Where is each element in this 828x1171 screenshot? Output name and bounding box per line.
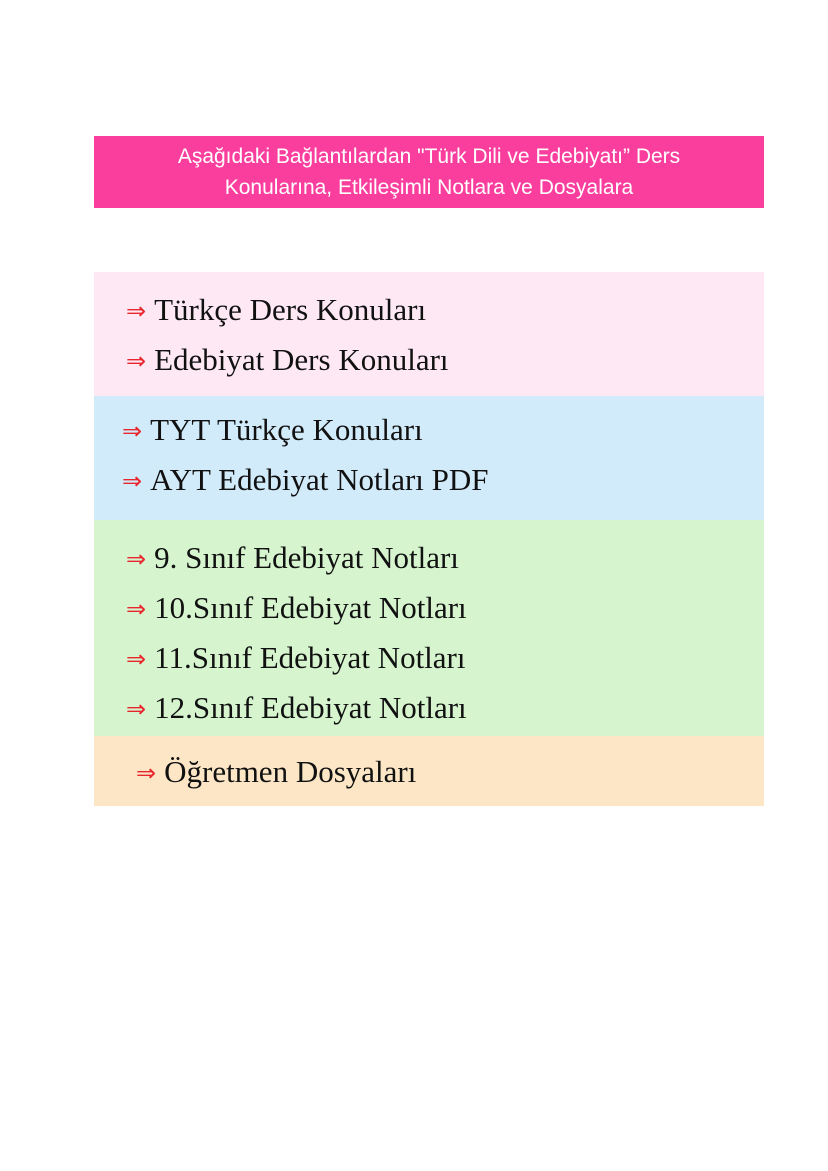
link-grade-12-notes[interactable] xyxy=(126,690,467,726)
link-grade-11-notes[interactable] xyxy=(126,640,466,676)
header-text xyxy=(178,141,680,203)
double-right-arrow-icon: ⇒ xyxy=(126,297,147,325)
link-label: AYT Edebiyat Notları PDF xyxy=(150,462,489,497)
link-label: 11.Sınıf Edebiyat Notları xyxy=(154,640,466,675)
double-right-arrow-icon: ⇒ xyxy=(126,545,147,573)
link-tyt-turkish[interactable] xyxy=(122,412,423,448)
link-label: Türkçe Ders Konuları xyxy=(154,292,427,327)
link-turkish-topics[interactable] xyxy=(126,292,426,328)
link-grade-10-notes[interactable] xyxy=(126,590,467,626)
double-right-arrow-icon: ⇒ xyxy=(126,595,147,623)
link-literature-topics[interactable] xyxy=(126,342,449,378)
link-label: 9. Sınıf Edebiyat Notları xyxy=(154,540,459,575)
double-right-arrow-icon: ⇒ xyxy=(126,695,147,723)
link-label: TYT Türkçe Konuları xyxy=(150,412,423,447)
double-right-arrow-icon: ⇒ xyxy=(126,347,147,375)
header-line-2: Konularına, Etkileşimli Notlara ve Dosyalara xyxy=(224,176,634,199)
section-grade-notes xyxy=(94,520,764,736)
double-right-arrow-icon: ⇒ xyxy=(122,467,143,495)
section-teacher-files xyxy=(94,736,764,806)
link-label: Edebiyat Ders Konuları xyxy=(154,342,449,377)
header-banner xyxy=(94,136,764,208)
double-right-arrow-icon: ⇒ xyxy=(122,417,143,445)
section-exam-prep xyxy=(94,396,764,520)
double-right-arrow-icon: ⇒ xyxy=(136,759,157,787)
link-grade-9-notes[interactable] xyxy=(126,540,459,576)
header-line-1: Aşağıdaki Bağlantılardan "Türk Dili ve Edebiyatı” Ders xyxy=(177,145,681,168)
link-label: 12.Sınıf Edebiyat Notları xyxy=(154,690,467,725)
link-label: Öğretmen Dosyaları xyxy=(164,754,417,789)
link-ayt-literature-pdf[interactable] xyxy=(122,462,489,498)
link-teacher-files[interactable] xyxy=(136,754,416,790)
double-right-arrow-icon: ⇒ xyxy=(126,645,147,673)
link-label: 10.Sınıf Edebiyat Notları xyxy=(154,590,467,625)
section-turkish-literature-topics xyxy=(94,272,764,396)
